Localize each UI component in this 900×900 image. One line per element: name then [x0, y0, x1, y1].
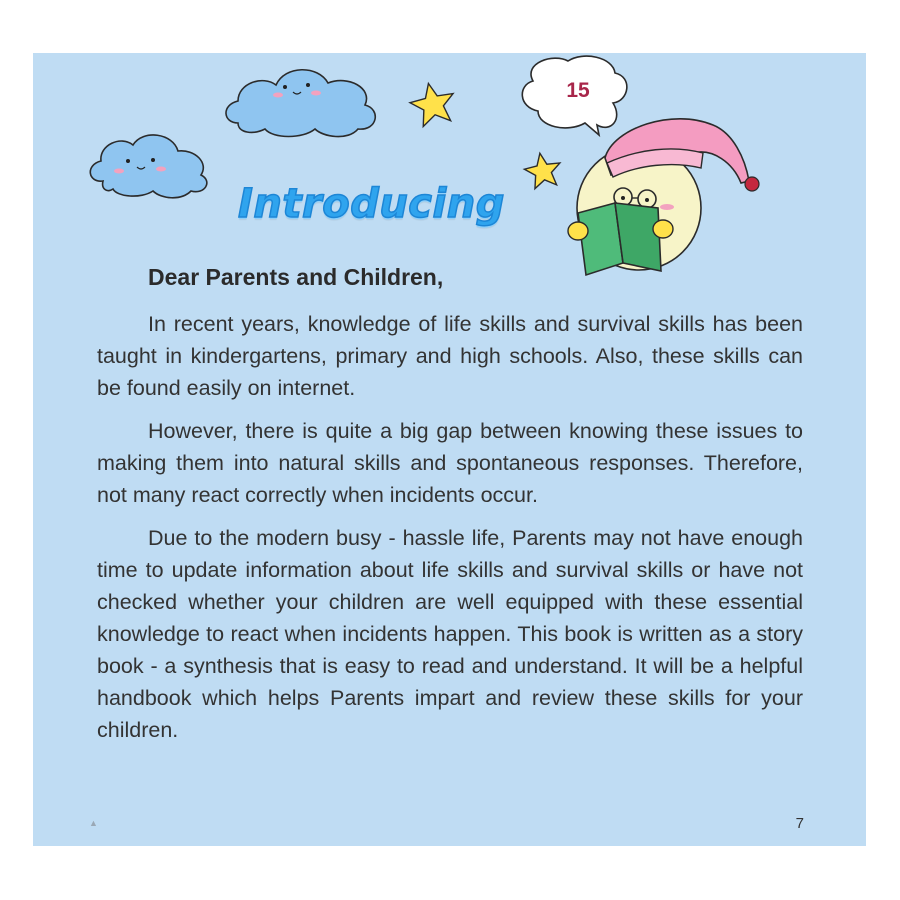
cloud-icon [90, 135, 207, 198]
book-page [33, 53, 866, 846]
page-title: Introducing [238, 181, 505, 227]
greeting: Dear Parents and Children, [148, 264, 444, 290]
book-icon [578, 203, 661, 275]
paragraph: Due to the modern busy - hassle life, Parents may not have enough time to update information about life skills and survival skills or have not checked whether your children are well equipped with these essential knowledge to react when incidents happen. This book is written as a story book - a synthesis that is easy to read and understand. It will be a helpful handbook which helps Parents impart and review these skills for your children. [97, 526, 803, 742]
star-icon [522, 150, 563, 190]
star-icon [407, 79, 459, 128]
page-number: 7 [795, 815, 804, 832]
paragraph: In recent years, knowledge of life skills and survival skills has been taught in kindergartens, primary and high schools. Also, these skills can be found easily on internet. [97, 312, 803, 400]
bubble-number: 15 [566, 79, 590, 102]
header-illustration [33, 53, 866, 283]
body-text [97, 308, 803, 757]
paragraph: However, there is quite a big gap between knowing these issues to making them into natural skills and spontaneous responses. Therefore, not many react correctly when incidents occur. [97, 419, 803, 507]
moon-character-icon [568, 119, 759, 275]
cloud-icon [226, 70, 375, 137]
corner-mark-icon: ▲ [89, 818, 98, 828]
